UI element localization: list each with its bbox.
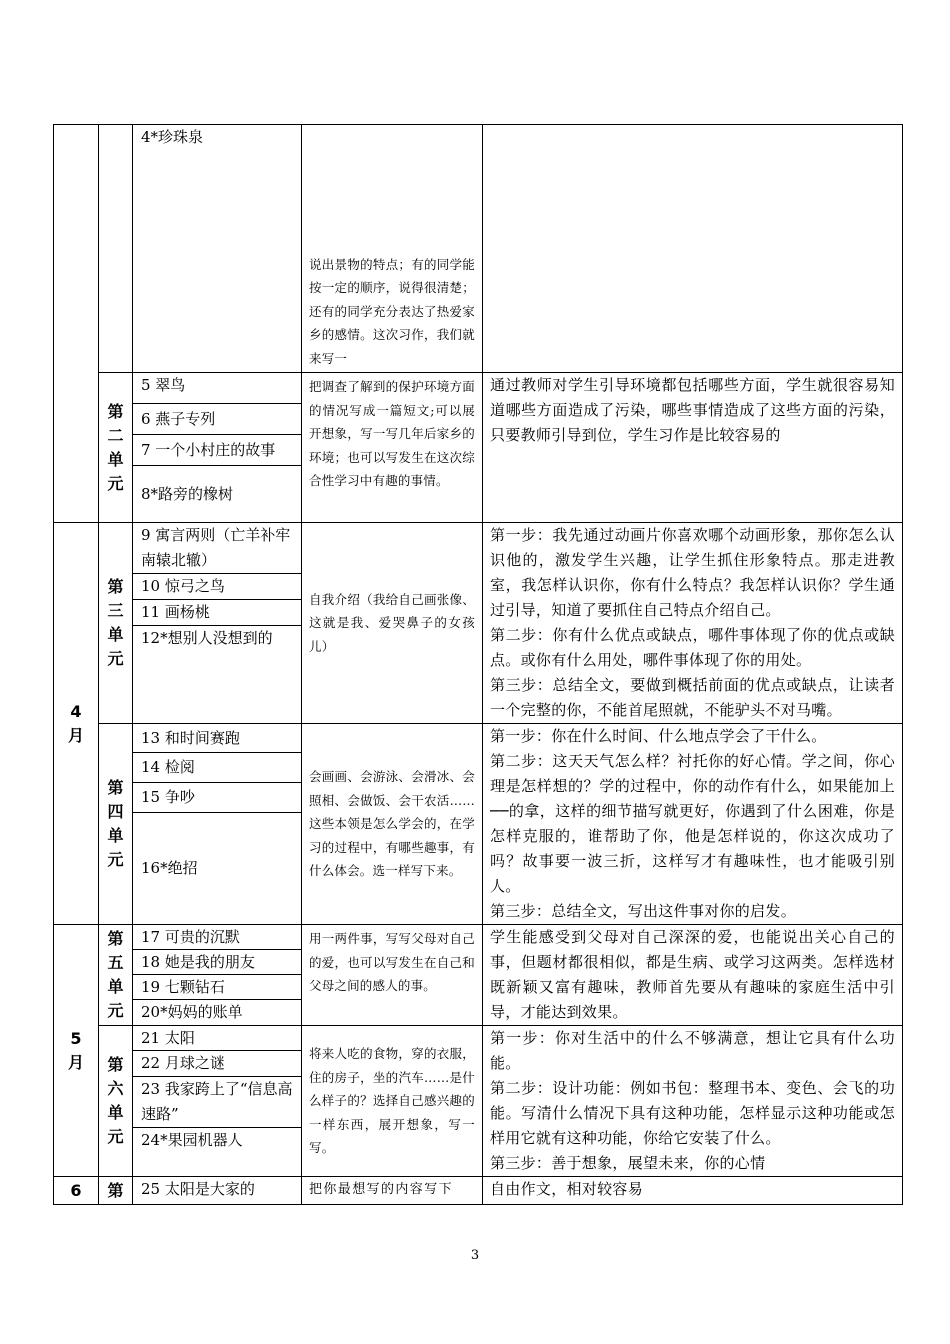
writing-task-text: 自我介绍（我给自己画张像、这就是我、爱哭鼻子的女孩儿）: [309, 591, 475, 654]
guidance-step: 第三步：总结全文，要做到概括前面的优点或缺点，让读者一个完整的你，不能首尾照就，不能驴头不对马嘴。: [490, 676, 895, 719]
writing-task-text: 说出景物的特点；有的同学能按一定的顺序，说得很清楚；还有的同学充分表达了热爱家乡的感情。这次习作，我们就来写一: [309, 256, 475, 366]
unit-label-3: [99, 523, 133, 724]
lesson-list-cell: [133, 373, 302, 523]
lesson-title: 19 七颗钻石: [133, 975, 301, 1000]
unit-char: 单: [107, 625, 124, 644]
guidance-cell: [483, 925, 903, 1026]
lesson-list-cell: [133, 724, 302, 925]
lesson-title: 25 太阳是大家的: [141, 1180, 255, 1198]
unit-cell-blank: [99, 125, 133, 373]
writing-task-cell: [302, 373, 483, 523]
lesson-title: 22 月球之谜: [133, 1051, 301, 1077]
writing-task-text: 把你最想写的内容写下: [309, 1182, 454, 1197]
lesson-title: 9 寓言两则（亡羊补牢 南辕北辙）: [133, 523, 301, 574]
unit-label-7: [99, 1177, 133, 1205]
writing-task-cell: [302, 724, 483, 925]
unit-char: 单: [107, 449, 124, 469]
guidance-step: 第一步：我先通过动画片你喜欢哪个动画形象，那你怎么认识他的，激发学生兴趣，让学生抓住形象特点。那走进教室，我怎样认识你，你有什么特点？我怎样认识你？学生通过引导，知道了要抓住自己特点介绍自己。: [490, 526, 895, 619]
lesson-title: 23 我家跨上了“信息高速路”: [133, 1077, 301, 1128]
lesson-title: 4*珍珠泉: [141, 128, 204, 146]
lesson-title: 16*绝招: [141, 859, 198, 877]
guidance-step: 第一步：你在什么时间、什么地点学会了干什么。: [490, 727, 827, 745]
unit-char: 第: [107, 1180, 124, 1200]
guidance-step: 第一步：你对生活中的什么不够满意，想让它具有什么功能。: [490, 1029, 895, 1072]
table-row: [54, 1177, 903, 1205]
guidance-cell: [483, 1177, 903, 1205]
lesson-title: 10 惊弓之鸟: [133, 574, 301, 600]
lesson-title: 20*妈妈的账单: [141, 1003, 243, 1021]
lesson-title: 13 和时间赛跑: [133, 724, 301, 753]
lesson-list-cell: [133, 925, 302, 1026]
guidance-cell: [483, 1026, 903, 1177]
month-cell-blank: [54, 125, 99, 523]
unit-char: 第: [107, 929, 124, 948]
lesson-title: 11 画杨桃: [133, 600, 301, 626]
unit-char: 五: [107, 953, 124, 972]
unit-char: 第: [107, 778, 124, 797]
month-number: 6: [70, 1180, 82, 1200]
unit-char: 单: [107, 1103, 124, 1122]
lesson-title: 6 燕子专列: [133, 404, 301, 435]
unit-char: 单: [107, 826, 124, 845]
month-april: [54, 523, 99, 925]
table-row: [54, 1026, 903, 1177]
lesson-title: 12*想别人没想到的: [141, 629, 273, 647]
unit-label-2: [99, 373, 133, 523]
lesson-title: 5 翠鸟: [133, 373, 301, 404]
unit-char: 第: [107, 577, 124, 596]
guidance-step: 第三步：总结全文，写出这件事对你的启发。: [490, 902, 797, 920]
lesson-cell: [133, 1177, 302, 1205]
guidance-text: 学生能感受到父母对自己深深的爱，也能说出关心自己的事，但题材都很相似，都是生病、或学习这两类。怎样选材既新颖又富有趣味，教师首先要从有趣味的家庭生活中引导，才能达到效果。: [490, 928, 895, 1021]
lesson-title: 24*果园机器人: [141, 1131, 243, 1149]
lesson-title: 21 太阳: [133, 1026, 301, 1051]
month-number: 5: [70, 1028, 82, 1048]
writing-task-text: 将来人吃的食物，穿的衣服，住的房子，坐的汽车……是什么样子的？选择自己感兴趣的一样东西，展开想象，写一写。: [309, 1046, 475, 1156]
guidance-cell: [483, 523, 903, 724]
unit-char: 第: [107, 1055, 124, 1074]
guidance-cell: [483, 724, 903, 925]
writing-task-text: 用一两件事，写写父母对自己的爱，也可以写发生在自己和父母之间的感人的事。: [309, 931, 475, 993]
writing-task-cell: [302, 125, 483, 373]
unit-char: 三: [107, 601, 124, 620]
unit-char: 单: [107, 977, 124, 996]
unit-char: 元: [107, 649, 124, 668]
guidance-step: 第三步：善于想象，展望未来，你的心情: [490, 1154, 766, 1172]
unit-char: 二: [107, 425, 124, 445]
writing-task-text: 把调查了解到的保护环境方面的情况写成一篇短文;可以展开想象，写一写几年后家乡的环境；也可以写发生在这次综合性学习中有趣的事情。: [309, 379, 475, 488]
lesson-title: 15 争吵: [133, 783, 301, 813]
unit-char: 六: [107, 1079, 124, 1098]
unit-label-4: [99, 724, 133, 925]
guidance-text: 通过教师对学生引导环境都包括哪些方面，学生就很容易知道哪些方面造成了污染，哪些事情造成了这些方面的污染，只要教师引导到位，学生习作是比较容易的: [490, 376, 895, 444]
lesson-list-cell: [133, 523, 302, 724]
month-june: [54, 1177, 99, 1205]
unit-char: 元: [107, 1001, 124, 1020]
unit-char: 元: [107, 473, 124, 493]
guidance-text: 自由作文，相对较容易: [490, 1180, 644, 1198]
table-row: [54, 925, 903, 1026]
guidance-cell: [483, 373, 903, 523]
unit-char: 第: [107, 401, 124, 421]
lesson-title: 14 检阅: [133, 753, 301, 783]
guidance-step: 第二步：这天天气怎么样？衬托你的好心情。学之间，你心理是怎样想的？学的过程中，你的动作有什么，如果能加上──的拿，这样的细节描写就更好，你遇到了什么困难，你是怎样克服的，谁帮助了你，他是怎样说的，你这次成功了吗？故事要一波三折，这样写才有趣味性，也才能吸引别人。: [490, 752, 895, 895]
month-may: [54, 925, 99, 1177]
lesson-list-cell: [133, 1026, 302, 1177]
table-row: [54, 523, 903, 724]
teaching-plan-table: [53, 124, 903, 1205]
lesson-title: 8*路旁的橡树: [141, 485, 234, 503]
table-row: [54, 724, 903, 925]
table-row: [54, 373, 903, 523]
writing-task-cell: [302, 925, 483, 1026]
page-number: 3: [470, 1248, 480, 1263]
unit-label-6: [99, 1026, 133, 1177]
unit-char: 元: [107, 1127, 124, 1146]
writing-task-cell: [302, 523, 483, 724]
unit-label-5: [99, 925, 133, 1026]
guidance-cell: [483, 125, 903, 373]
lesson-title: 7 一个小村庄的故事: [133, 435, 301, 466]
writing-task-cell: [302, 1026, 483, 1177]
lesson-title: 17 可贵的沉默: [133, 925, 301, 950]
writing-task-cell: [302, 1177, 483, 1205]
month-number: 4: [70, 701, 82, 721]
month-char: 月: [67, 1052, 84, 1072]
lesson-title: 18 她是我的朋友: [133, 950, 301, 975]
guidance-step: 第二步：设计功能：例如书包：整理书本、变色、会飞的功能。写清什么情况下具有这种功能，怎样显示这种功能或怎样用它就有这种功能，你给它安装了什么。: [490, 1079, 895, 1147]
table-row: [54, 125, 903, 373]
unit-char: 元: [107, 850, 124, 869]
lesson-cell: [133, 125, 302, 373]
guidance-step: 第二步：你有什么优点或缺点，哪件事体现了你的优点或缺点。或你有什么用处，哪件事体现了你的用处。: [490, 626, 895, 669]
month-char: 月: [67, 725, 84, 745]
unit-char: 四: [107, 802, 124, 821]
writing-task-text: 会画画、会游泳、会滑冰、会照相、会做饭、会干农活……这些本领是怎么学会的，在学习的过程中，有哪些趣事，有什么体会。选一样写下来。: [309, 769, 475, 879]
